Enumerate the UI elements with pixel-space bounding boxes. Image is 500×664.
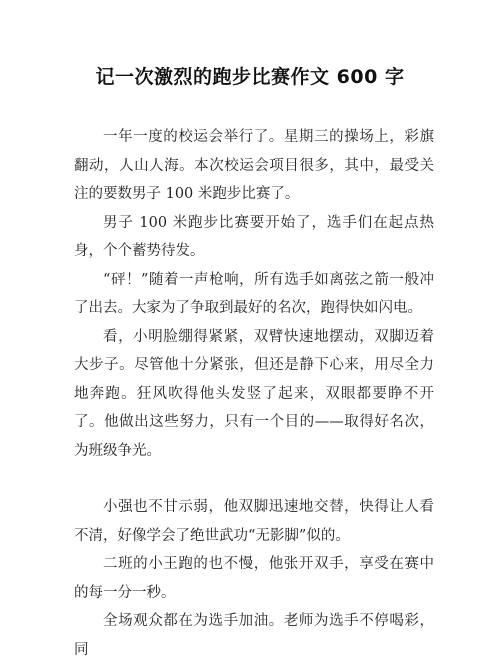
paragraph: “砰！”随着一声枪响，所有选手如离弦之箭一般冲了出去。大家为了争取到最好的名次，跑得快如闪电。 xyxy=(74,271,434,316)
paragraph: 小强也不甘示弱，他双脚迅速地交替，快得让人看不清，好像学会了绝世武功“无影脚”似的。 xyxy=(74,499,434,544)
article-body xyxy=(74,123,434,664)
paragraph: 看，小明脸绷得紧紧，双臂快速地摆动，双脚迈着大步子。尽管他十分紧张，但还是静下心来，用尽全力地奔跑。狂风吹得他头发竖了起来，双眼都要睁不开了。他做出这些努力，只有一个目的——取得好名次，为班级争光。 xyxy=(74,328,434,459)
paragraph: 全场观众都在为选手加油。老师为选手不停喝彩，同 xyxy=(74,613,434,658)
paragraph-gap xyxy=(74,465,434,493)
document-title: 记一次激烈的跑步比赛作文 600 字 xyxy=(95,66,405,88)
paragraph: 男子 100 米跑步比赛要开始了，选手们在起点热身，个个蓄势待发。 xyxy=(74,214,434,259)
paragraph: 二班的小王跑的也不慢，他张开双手，享受在赛中的每一分一秒。 xyxy=(74,556,434,601)
paragraph: 一年一度的校运会举行了。星期三的操场上，彩旗翻动，人山人海。本次校运会项目很多，其中，最受关注的要数男子 100 米跑步比赛了。 xyxy=(74,129,434,202)
